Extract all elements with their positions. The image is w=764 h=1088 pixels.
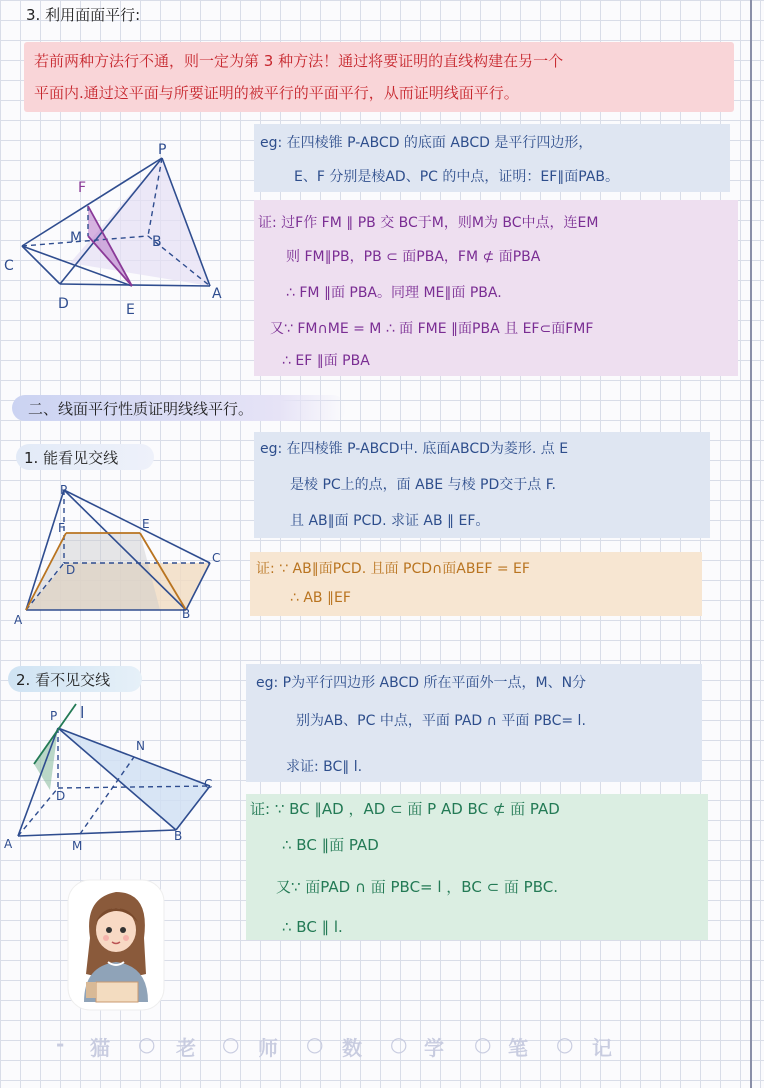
example-box-1 <box>254 124 730 192</box>
fig3-label-m: M <box>72 839 83 853</box>
pyramid-figure-2 <box>0 478 240 628</box>
fig1-label-e: E <box>126 302 135 318</box>
footer-char-2: ○ <box>138 1032 156 1056</box>
example-box-3 <box>246 664 702 782</box>
example-box-2 <box>254 432 710 538</box>
fig3-label-d: D <box>56 789 66 803</box>
fig2-label-d: D <box>66 563 76 577</box>
example-1-line-2: E、F 分别是棱AD、PC 的中点，证明：EF∥面PAB。 <box>294 169 620 185</box>
fig1-label-c: C <box>4 258 14 274</box>
footer-char-0: - <box>56 1032 65 1056</box>
footer-char-4: ○ <box>222 1032 240 1056</box>
pyramid-figure-3 <box>0 700 240 856</box>
proof-1-line-4: 又∵ FM∩ME = M ∴ 面 FME ∥面PBA 且 EF⊂面FMF <box>270 321 594 337</box>
fig3-label-p: P <box>50 709 58 723</box>
fig1-label-d: D <box>58 296 69 312</box>
example-2-line-1: eg: 在四棱锥 P-ABCD中. 底面ABCD为菱形. 点 E <box>260 441 569 457</box>
example-3-line-1: eg: P为平行四边形 ABCD 所在平面外一点，M、N分 <box>256 675 587 691</box>
footer-char-5: 师 <box>258 1036 278 1060</box>
method-note-box <box>24 42 734 112</box>
footer-char-6: ○ <box>306 1032 324 1056</box>
fig2-label-p: P <box>60 483 68 497</box>
proof-box-3 <box>246 794 708 940</box>
fig2-label-b: B <box>182 607 191 621</box>
sub-1-heading-text: 1. 能看见交线 <box>24 449 119 467</box>
footer-char-1: 猫 <box>90 1036 110 1060</box>
pyramid-figure-1 <box>0 136 250 326</box>
proof-3-line-4: ∴ BC ∥ l. <box>282 918 343 936</box>
sub-1-heading <box>16 444 154 470</box>
fig1-label-f: F <box>78 180 87 196</box>
fig2-label-c: C <box>212 551 221 565</box>
footer-char-12: ○ <box>556 1032 574 1056</box>
student-sticker-illustration <box>66 878 166 1012</box>
fig3-label-l: l <box>80 703 85 722</box>
proof-2-line-2: ∴ AB ∥EF <box>290 590 351 606</box>
section-two-heading <box>12 395 346 421</box>
example-2-line-2: 是棱 PC上的点，面 ABE 与棱 PD交于点 F. <box>290 477 556 493</box>
example-1-line-1: eg: 在四棱锥 P-ABCD 的底面 ABCD 是平行四边形， <box>260 135 593 151</box>
proof-1-line-5: ∴ EF ∥面 PBA <box>282 353 370 369</box>
proof-1-line-3: ∴ FM ∥面 PBA。同理 ME∥面 PBA. <box>286 285 502 301</box>
fig2-label-e: E <box>142 517 150 531</box>
proof-3-line-1: 证: ∵ BC ∥AD ，AD ⊂ 面 P AD BC ⊄ 面 PAD <box>250 800 560 818</box>
footer-watermark <box>0 1032 764 1072</box>
footer-char-10: ○ <box>474 1032 492 1056</box>
footer-char-7: 数 <box>342 1036 362 1060</box>
fig3-label-a: A <box>4 837 13 851</box>
sub-2-heading-text: 2. 看不见交线 <box>16 671 111 689</box>
section-3-heading: 3. 利用面面平行: <box>26 6 141 24</box>
footer-char-11: 笔 <box>508 1036 528 1060</box>
proof-3-line-2: ∴ BC ∥面 PAD <box>282 836 379 854</box>
proof-1-line-2: 则 FM∥PB，PB ⊂ 面PBA，FM ⊄ 面PBA <box>286 249 541 265</box>
example-3-line-2: 别为AB、PC 中点，平面 PAD ∩ 平面 PBC= l. <box>296 713 586 729</box>
proof-2-line-1: 证: ∵ AB∥面PCD. 且面 PCD∩面ABEF = EF <box>256 561 530 577</box>
footer-char-3: 老 <box>176 1036 196 1060</box>
proof-1-line-1: 证: 过F作 FM ∥ PB 交 BC于M，则M为 BC中点，连EM <box>258 215 599 231</box>
proof-box-2 <box>250 552 702 616</box>
fig3-label-c: C <box>204 777 213 791</box>
section-two-heading-text: 二、线面平行性质证明线线平行。 <box>28 400 254 418</box>
fig3-label-b: B <box>174 829 183 843</box>
footer-char-13: 记 <box>592 1036 612 1060</box>
fig1-label-p: P <box>158 142 167 158</box>
sub-2-heading <box>8 666 142 692</box>
fig1-label-a: A <box>212 286 222 302</box>
footer-char-8: ○ <box>390 1032 408 1056</box>
example-3-line-3: 求证: BC∥ l. <box>286 759 363 775</box>
footer-char-9: 学 <box>424 1036 444 1060</box>
fig2-label-a: A <box>14 613 23 627</box>
fig1-label-m: M <box>70 230 83 246</box>
fig3-label-n: N <box>136 739 145 753</box>
page-margin-rule <box>750 0 752 1088</box>
example-2-line-3: 且 AB∥面 PCD. 求证 AB ∥ EF。 <box>290 513 490 529</box>
proof-3-line-3: 又∵ 面PAD ∩ 面 PBC= l ，BC ⊂ 面 PBC. <box>276 878 558 896</box>
fig2-label-f: F <box>58 521 65 535</box>
fig1-label-b: B <box>152 234 162 250</box>
method-note-line-1: 若前两种方法行不通，则一定为第 3 种方法！通过将要证明的直线构建在另一个 <box>34 52 564 70</box>
method-note-line-2: 平面内.通过这平面与所要证明的被平行的平面平行，从而证明线面平行。 <box>34 84 519 102</box>
proof-box-1 <box>254 200 738 376</box>
